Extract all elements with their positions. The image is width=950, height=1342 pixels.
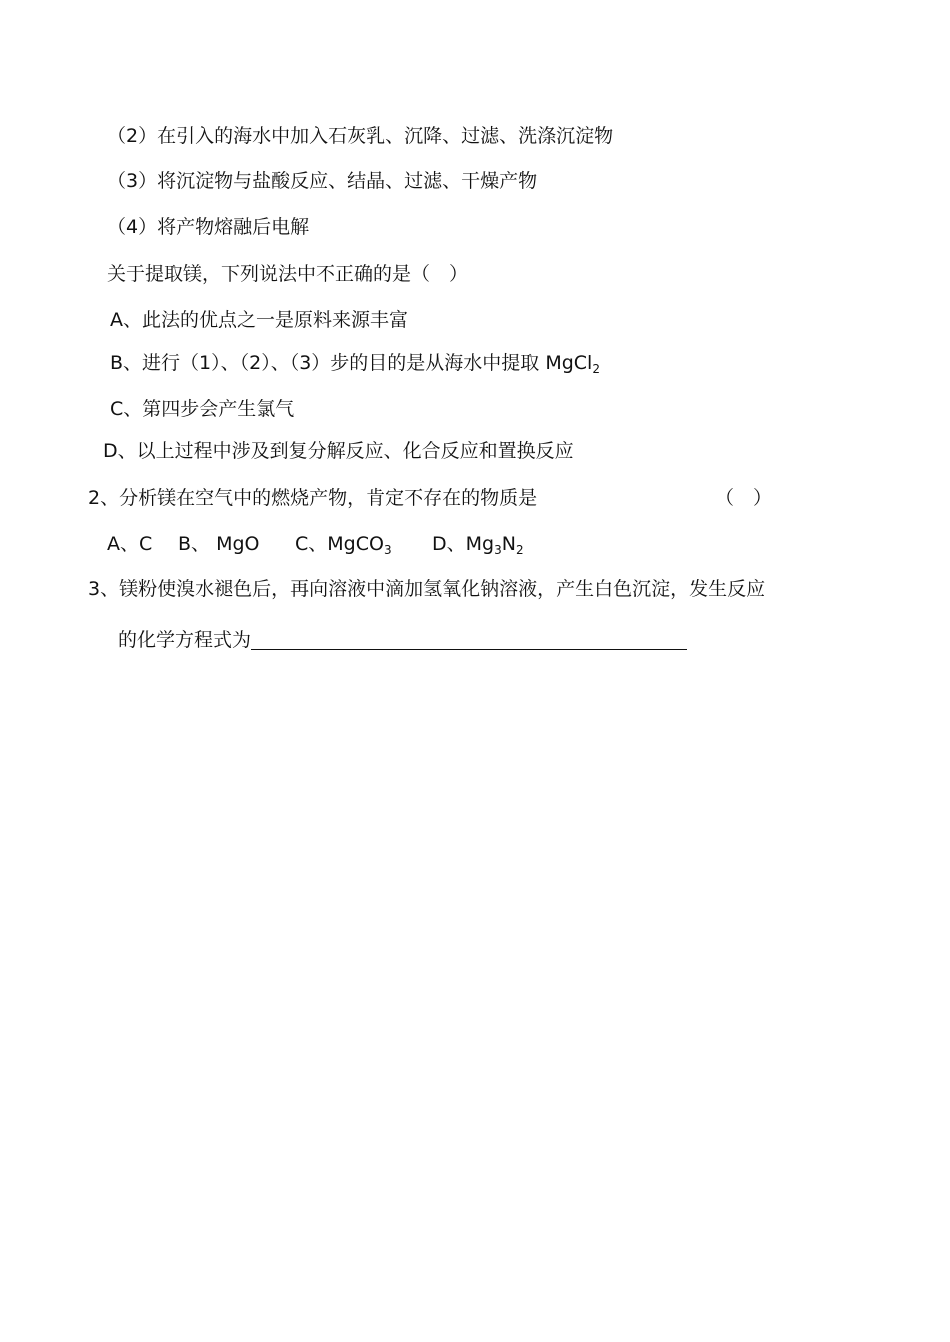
question-2-option-b: B、 MgO — [178, 533, 260, 555]
question-1-option-d: D、以上过程中涉及到复分解反应、化合反应和置换反应 — [103, 440, 574, 462]
question-3-continuation — [118, 627, 687, 653]
question-2-answer-paren: （ ） — [715, 487, 773, 509]
answer-blank[interactable] — [251, 629, 687, 650]
question-2-option-a: A、C — [107, 533, 153, 555]
question-1-option-b — [110, 350, 600, 382]
option-d-subscript-2: 2 — [515, 543, 524, 557]
step-3: （3）将沉淀物与盐酸反应、结晶、过滤、干燥产物 — [107, 170, 538, 192]
option-d-text: D、Mg — [432, 533, 495, 555]
question-1-option-c: C、第四步会产生氯气 — [110, 398, 295, 420]
question-1-option-a: A、此法的优点之一是原料来源丰富 — [110, 309, 408, 331]
step-4: （4）将产物熔融后电解 — [107, 216, 310, 238]
option-d-mid: N — [501, 533, 516, 555]
question-2-option-d — [432, 531, 524, 563]
option-c-text: C、MgCO — [295, 533, 384, 555]
question-3-prompt: 的化学方程式为 — [118, 629, 252, 651]
option-b-text: B、进行（1）、（2）、（3）步的目的是从海水中提取 MgCl — [110, 352, 593, 374]
option-d-subscript-1: 3 — [494, 543, 502, 557]
option-c-subscript: 3 — [383, 543, 392, 557]
question-2-option-c — [295, 531, 392, 563]
step-2: （2）在引入的海水中加入石灰乳、沉降、过滤、洗涤沉淀物 — [107, 125, 614, 147]
question-3-stem: 3、镁粉使溴水褪色后，再向溶液中滴加氢氧化钠溶液，产生白色沉淀，发生反应 — [88, 578, 766, 600]
question-1-stem: 关于提取镁，下列说法中不正确的是（ ） — [107, 263, 469, 285]
option-b-subscript: 2 — [592, 362, 600, 376]
question-2-stem: 2、分析镁在空气中的燃烧产物，肯定不存在的物质是 — [88, 487, 538, 509]
